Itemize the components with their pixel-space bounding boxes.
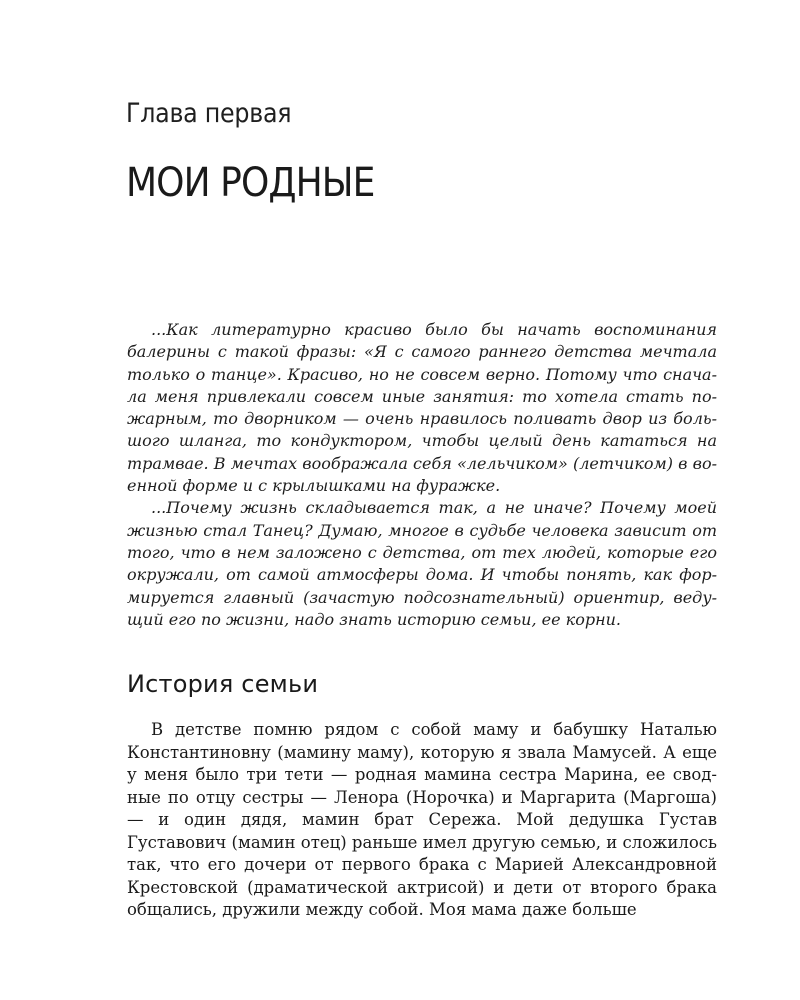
epigraph (127, 319, 717, 631)
epigraph-paragraph: ...Почему жизнь складывается так, а не иначе? Почему моей жизнью стал Танец? Думаю, многое в судьбе человека зависит от того, что в нем заложено с детства, от тех людей, которые его окружали, от самой атмосферы дома. И чтобы понять, как формируется главный (зачастую подсознательный) ориентир, ведущий его по жизни, надо знать историю семьи, ее корни. (127, 498, 717, 629)
body-paragraph: В детстве помню рядом с собой маму и бабушку Наталью Константиновну (мамину маму), которую я звала Мамусей. А еще у меня было три тети — родная мамина сестра Марина, ее сводные по отцу сестры — Ленора (Норочка) и Маргарита (Маргоша) — и один дядя, мамин брат Сережа. Мой дедушка Густав Густавович (мамин отец) раньше имел другую семью, и сложилось так, что его дочери от первого брака с Марией Александровной Крестовской (драматической актрисой) и дети от второго брака общались, дружили между собой. Моя мама даже больше (127, 720, 717, 919)
chapter-label: Глава первая (126, 98, 292, 129)
epigraph-paragraph: ...Как литературно красиво было бы начать воспоминания балерины с такой фразы: «Я с самого раннего детства мечтала только о танце». Красиво, но не совсем верно. Потому что сначала меня привлекали совсем иные занятия: то хотела стать пожарным, то дворником — очень нравилось поливать двор из большого шланга, то кондуктором, чтобы целый день кататься на трамвае. В мечтах воображала себя «лельчиком» (летчиком) в военной форме и с крылышками на фуражке. (127, 320, 717, 496)
section-heading: История семьи (127, 670, 319, 698)
section-body (127, 719, 717, 922)
chapter-title: МОИ РОДНЫЕ (126, 160, 375, 206)
